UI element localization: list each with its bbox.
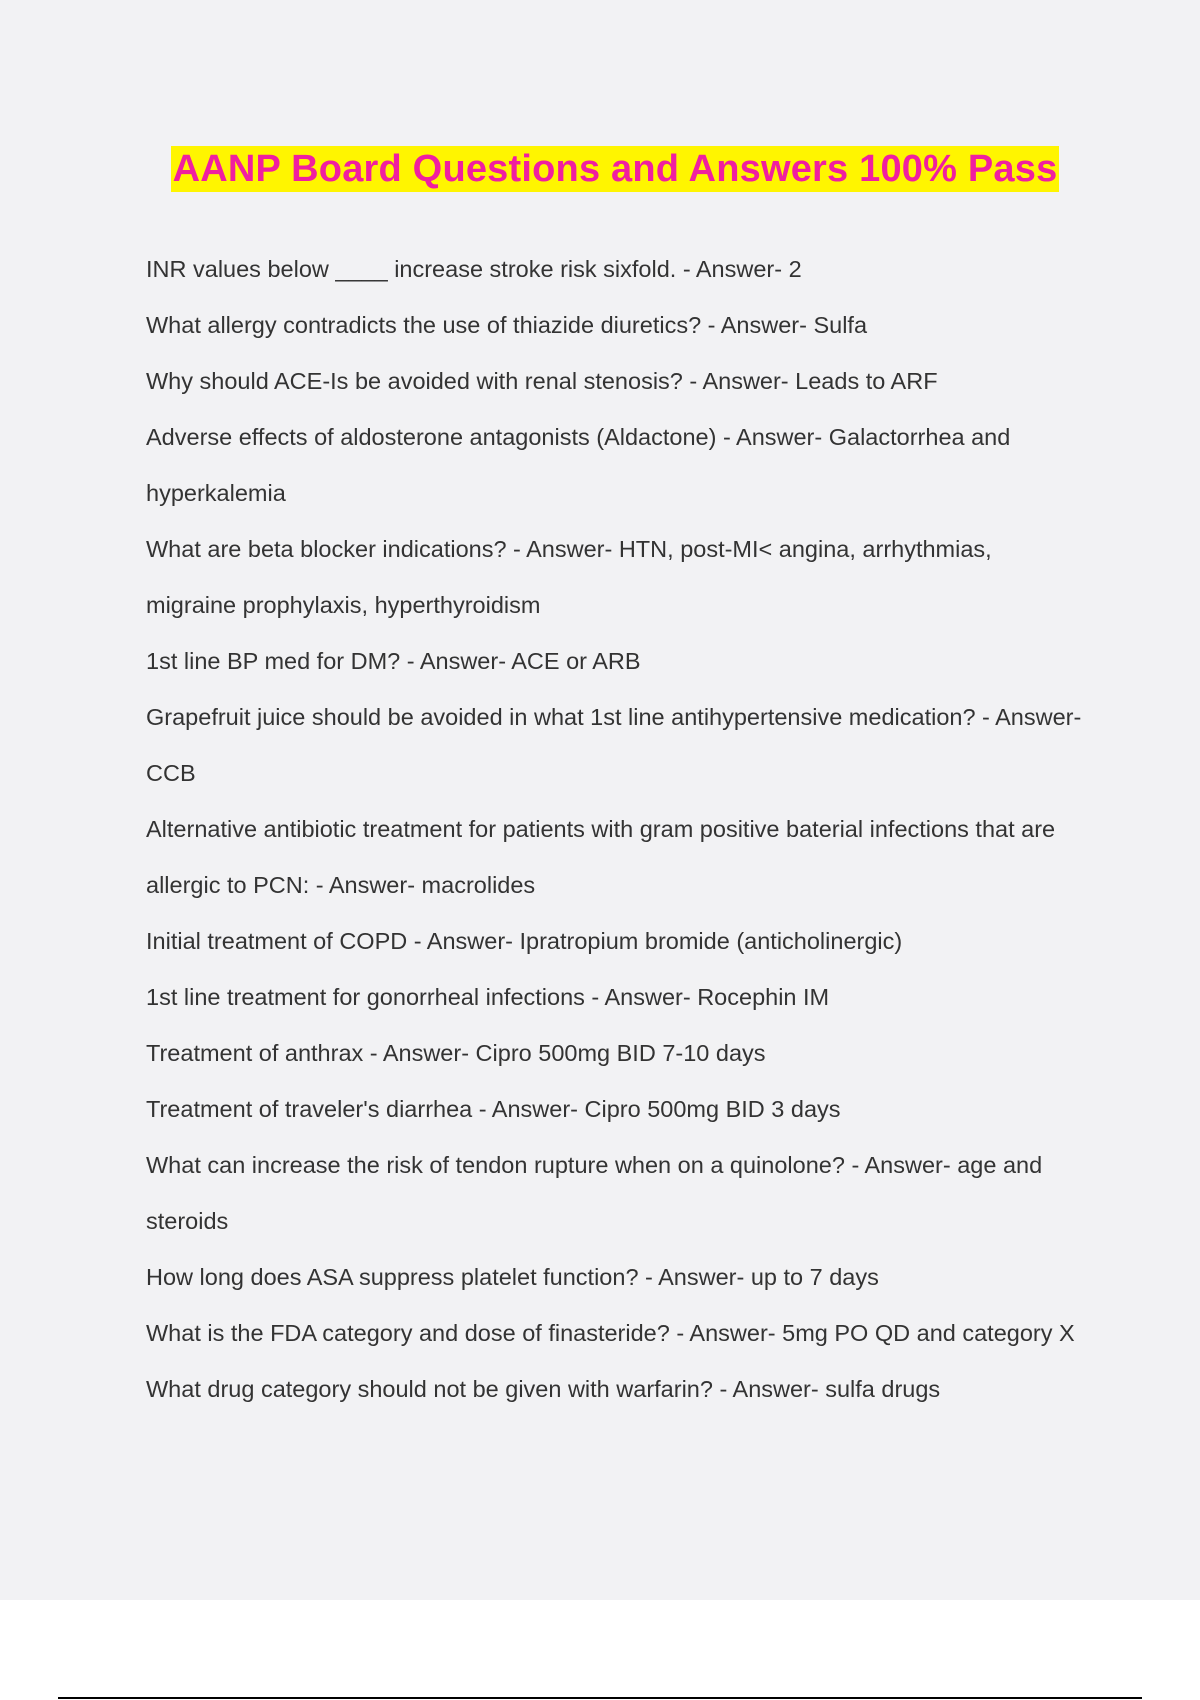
qa-item: Grapefruit juice should be avoided in what 1st line antihypertensive medication? - Answer- CCB xyxy=(146,704,1082,786)
qa-item: Alternative antibiotic treatment for patients with gram positive baterial infections that are allergic to PCN: - Answer- macrolides xyxy=(146,816,1056,898)
qa-item: Treatment of anthrax - Answer- Cipro 500mg BID 7-10 days xyxy=(146,1040,766,1066)
qa-item: What is the FDA category and dose of finasteride? - Answer- 5mg PO QD and category X xyxy=(146,1320,1075,1346)
qa-item: What are beta blocker indications? - Answer- HTN, post-MI< angina, arrhythmias, migraine prophylaxis, hyperthyroidism xyxy=(146,536,992,618)
qa-list xyxy=(146,241,1086,1417)
qa-item: Treatment of traveler's diarrhea - Answer- Cipro 500mg BID 3 days xyxy=(146,1096,841,1122)
qa-item: What drug category should not be given with warfarin? - Answer- sulfa drugs xyxy=(146,1376,941,1402)
qa-item: Initial treatment of COPD - Answer- Ipratropium bromide (anticholinergic) xyxy=(146,928,903,954)
qa-item: How long does ASA suppress platelet function? - Answer- up to 7 days xyxy=(146,1264,879,1290)
qa-item: Adverse effects of aldosterone antagonists (Aldactone) - Answer- Galactorrhea and hyperkalemia xyxy=(146,424,1011,506)
qa-item: 1st line BP med for DM? - Answer- ACE or ARB xyxy=(146,648,641,674)
title-container xyxy=(0,146,1200,192)
page-title: AANP Board Questions and Answers 100% Pass xyxy=(172,148,1058,190)
qa-item: 1st line treatment for gonorrheal infections - Answer- Rocephin IM xyxy=(146,984,830,1010)
qa-item: INR values below ____ increase stroke risk sixfold. - Answer- 2 xyxy=(146,256,802,282)
qa-item: What can increase the risk of tendon rupture when on a quinolone? - Answer- age and steroids xyxy=(146,1152,1043,1234)
page-footer-divider xyxy=(58,1697,1142,1699)
qa-item: Why should ACE-Is be avoided with renal stenosis? - Answer- Leads to ARF xyxy=(146,368,938,394)
qa-item: What allergy contradicts the use of thiazide diuretics? - Answer- Sulfa xyxy=(146,312,868,338)
